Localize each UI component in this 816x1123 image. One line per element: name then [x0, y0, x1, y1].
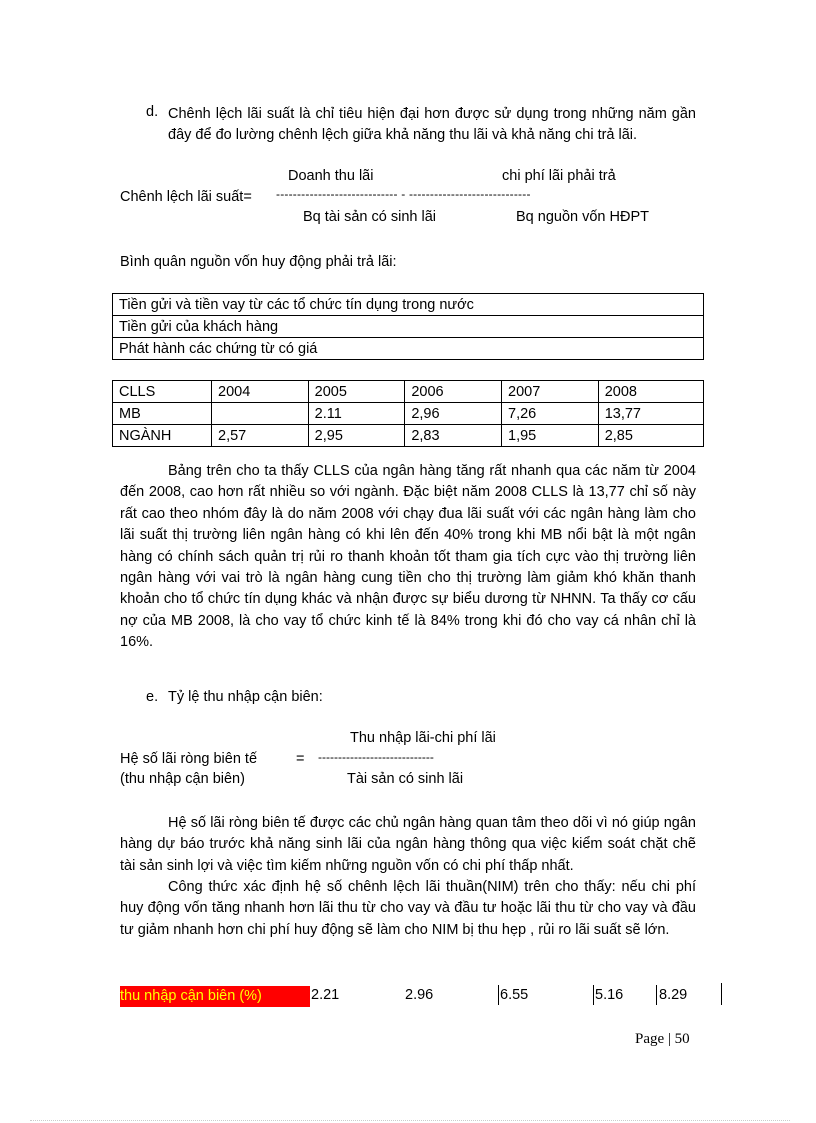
section-d-text: Chênh lệch lãi suất là chỉ tiêu hiện đại hơn được sử dụng trong những năm gần đây để đo lường chênh lệch giữa khả năng thu lãi và khả năng chi trả lãi.: [168, 106, 696, 144]
value-cell: [212, 403, 309, 425]
margin-row-label: thu nhập cận biên (%): [120, 986, 310, 1007]
header-cell: 2007: [502, 381, 599, 403]
nim-paragraph-2: Công thức xác định hệ số chênh lệch lãi thuần(NIM) trên cho thấy: nếu chi phí huy động vốn tăng nhanh hơn lãi thu từ cho vay và đầu tư hoặc lãi thu từ cho vay và đầu tư giảm nhanh hơn chi phí huy động sẽ làm cho NIM bị thu hẹp , rủi ro lãi suất sẽ lớn.: [120, 879, 696, 938]
cell-divider: [721, 983, 722, 1005]
page-number: Page | 50: [635, 1031, 690, 1047]
header-cell: 2004: [212, 381, 309, 403]
table-row: [113, 403, 704, 425]
formula-d-fraction-line: ----------------------------- - -----------------------------: [276, 187, 531, 201]
section-e-title: Tỷ lệ thu nhập cận biên:: [168, 689, 323, 705]
source-cell: Tiền gửi và tiền vay từ các tổ chức tín dụng trong nước: [113, 294, 704, 316]
formula-d-denominator-2: Bq nguồn vốn HĐPT: [516, 209, 649, 225]
formula-e-label-2: (thu nhập cận biên): [120, 771, 245, 787]
formula-e-label-1: Hệ số lãi ròng biên tế: [120, 751, 258, 767]
value-cell: 2,96: [405, 403, 502, 425]
formula-e-denominator: Tài sản có sinh lãi: [347, 771, 464, 787]
header-cell: 2008: [598, 381, 703, 403]
margin-value: 2.96: [405, 987, 434, 1003]
formula-d-label: Chênh lệch lãi suất=: [120, 189, 252, 205]
margin-value: 5.16: [595, 987, 624, 1003]
section-e-marker: e.: [146, 689, 159, 705]
value-cell: 13,77: [598, 403, 703, 425]
header-cell: 2005: [308, 381, 405, 403]
binh-quan-heading: Bình quân nguồn vốn huy động phải trả lãi:: [120, 254, 397, 270]
row-label-cell: NGÀNH: [113, 425, 212, 447]
table-row: [113, 425, 704, 447]
formula-e-equals: =: [296, 751, 305, 767]
table-header-row: [113, 381, 704, 403]
formula-d-numerator-2: chi phí lãi phải trả: [502, 168, 616, 184]
value-cell: 7,26: [502, 403, 599, 425]
value-cell: 2.11: [308, 403, 405, 425]
margin-value: 2.21: [311, 987, 340, 1003]
value-cell: 2,57: [212, 425, 309, 447]
cell-divider: [593, 985, 594, 1005]
table-row: [113, 294, 704, 316]
table-row: [113, 338, 704, 360]
sources-table: [112, 293, 704, 360]
header-cell: 2006: [405, 381, 502, 403]
formula-d-denominator-1: Bq tài sản có sinh lãi: [303, 209, 436, 225]
cell-divider: [498, 985, 499, 1005]
table-row: [113, 316, 704, 338]
formula-d-numerator-1: Doanh thu lãi: [288, 168, 374, 184]
margin-value: 6.55: [500, 987, 529, 1003]
value-cell: 1,95: [502, 425, 599, 447]
value-cell: 2,83: [405, 425, 502, 447]
analysis-paragraph: Bảng trên cho ta thấy CLLS của ngân hàng tăng rất nhanh qua các năm từ 2004 đến 2008, cao hơn rất nhiều so với ngành. Đặc biệt năm 2008 CLLS là 13,77 chỉ số này rất cao theo nhóm đây là do năm 2008 với chạy đua lãi suất với các ngân hàng làm cho lãi suất thị trường liên ngân hàng có khi lên đến 40% trong khi MB nổi bật là một ngân hàng có chính sách quản trị rủi ro thanh khoản tốt tham gia tích cực vào thị trường liên ngân hàng với vai trò là ngân hàng cung tiền cho thị trường làm giảm khó khăn thanh khoản cho tổ chức tín dụng khác và nhận được sự biểu dương từ NHNN. Ta thấy cơ cấu nợ của MB 2008, là cho vay tổ chức kinh tế là 84% trong khi đó cho vay cá nhân chỉ là 16%.: [120, 463, 696, 651]
section-d-marker: d.: [146, 104, 159, 120]
formula-e-fraction-line: -----------------------------: [318, 750, 434, 764]
nim-paragraph-1: Hệ số lãi ròng biên tế được các chủ ngân hàng quan tâm theo dõi vì nó giúp ngân hàng dự báo trước khả năng sinh lãi của ngân hàng thông qua việc kiểm soát chặt chẽ tài sản sinh lợi và việc tìm kiếm những nguồn vốn có chi phí thấp nhất.: [120, 815, 696, 874]
formula-e-numerator: Thu nhập lãi-chi phí lãi: [350, 730, 496, 746]
page-bottom-divider: [30, 1120, 790, 1121]
value-cell: 2,85: [598, 425, 703, 447]
value-cell: 2,95: [308, 425, 405, 447]
clls-table: [112, 380, 704, 447]
header-cell: CLLS: [113, 381, 212, 403]
margin-value: 8.29: [659, 987, 688, 1003]
cell-divider: [656, 985, 657, 1005]
row-label-cell: MB: [113, 403, 212, 425]
source-cell: Phát hành các chứng từ có giá: [113, 338, 704, 360]
source-cell: Tiền gửi của khách hàng: [113, 316, 704, 338]
